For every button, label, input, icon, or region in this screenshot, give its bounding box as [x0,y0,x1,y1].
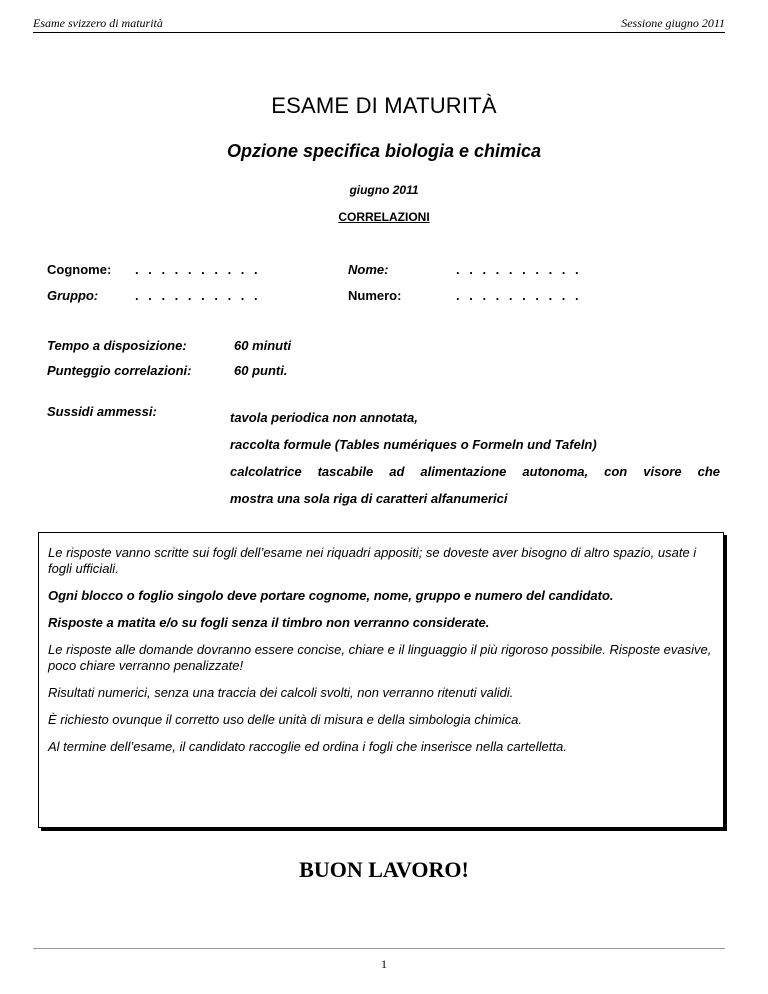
instruction-paragraph: Ogni blocco o foglio singolo deve portare cognome, nome, gruppo e numero del candidato. [48,588,614,603]
instruction-paragraph: Al termine dell’esame, il candidato raccoglie ed ordina i fogli che inserisce nella cartelletta. [48,739,567,754]
instruction-paragraph: Le risposte alle domande dovranno essere concise, chiare e il linguaggio il più rigoroso possibile. Risposte evasive, poco chiare verranno penalizzate! [48,642,712,673]
gruppo-label: Gruppo: [47,288,99,303]
instruction-paragraph: Risultati numerici, senza una traccia dei calcoli svolti, non verranno ritenuti validi. [48,685,514,700]
footer-divider [33,948,725,949]
instruction-paragraph: Risposte a matita e/o su fogli senza il timbro non verranno considerate. [48,615,490,630]
aid-item: calcolatrice tascabile ad alimentazione autonoma, con visore che [230,464,720,479]
gruppo-field[interactable]: . . . . . . . . . . [135,288,261,303]
closing-text: BUON LAVORO! [299,857,469,882]
aids-list [230,404,720,512]
document-title: ESAME DI MATURITÀ [271,93,497,118]
numero-field[interactable]: . . . . . . . . . . [456,288,582,303]
instruction-paragraph: È richiesto ovunque il corretto uso delle unità di misura e della simbologia chimica. [48,712,523,727]
score-label: Punteggio correlazioni: [47,363,192,378]
page-number: 1 [381,957,387,971]
aid-item: mostra una sola riga di caratteri alfanumerici [230,491,508,506]
header-right: Sessione giugno 2011 [621,16,725,30]
exam-date: giugno 2011 [349,183,419,197]
cognome-label: Cognome: [47,262,112,277]
numero-label: Numero: [348,288,402,303]
nome-field[interactable]: . . . . . . . . . . [456,262,582,277]
time-value: 60 minuti [234,338,292,353]
section-heading: CORRELAZIONI [338,210,430,224]
instructions-box [38,532,724,828]
aids-label: Sussidi ammessi: [47,404,157,419]
aid-item: raccolta formule (Tables numériques o Formeln und Tafeln) [230,437,597,452]
nome-label: Nome: [348,262,389,277]
header-left: Esame svizzero di maturità [33,16,163,30]
page-header [33,16,725,33]
time-label: Tempo a disposizione: [47,338,187,353]
aid-item: tavola periodica non annotata, [230,410,418,425]
instruction-paragraph: Le risposte vanno scritte sui fogli dell’esame nei riquadri appositi; se doveste aver bisogno di altro spazio, usate i fogli ufficiali. [48,545,697,576]
score-value: 60 punti. [234,363,288,378]
document-subtitle: Opzione specifica biologia e chimica [226,141,542,161]
cognome-field[interactable]: . . . . . . . . . . [135,262,261,277]
